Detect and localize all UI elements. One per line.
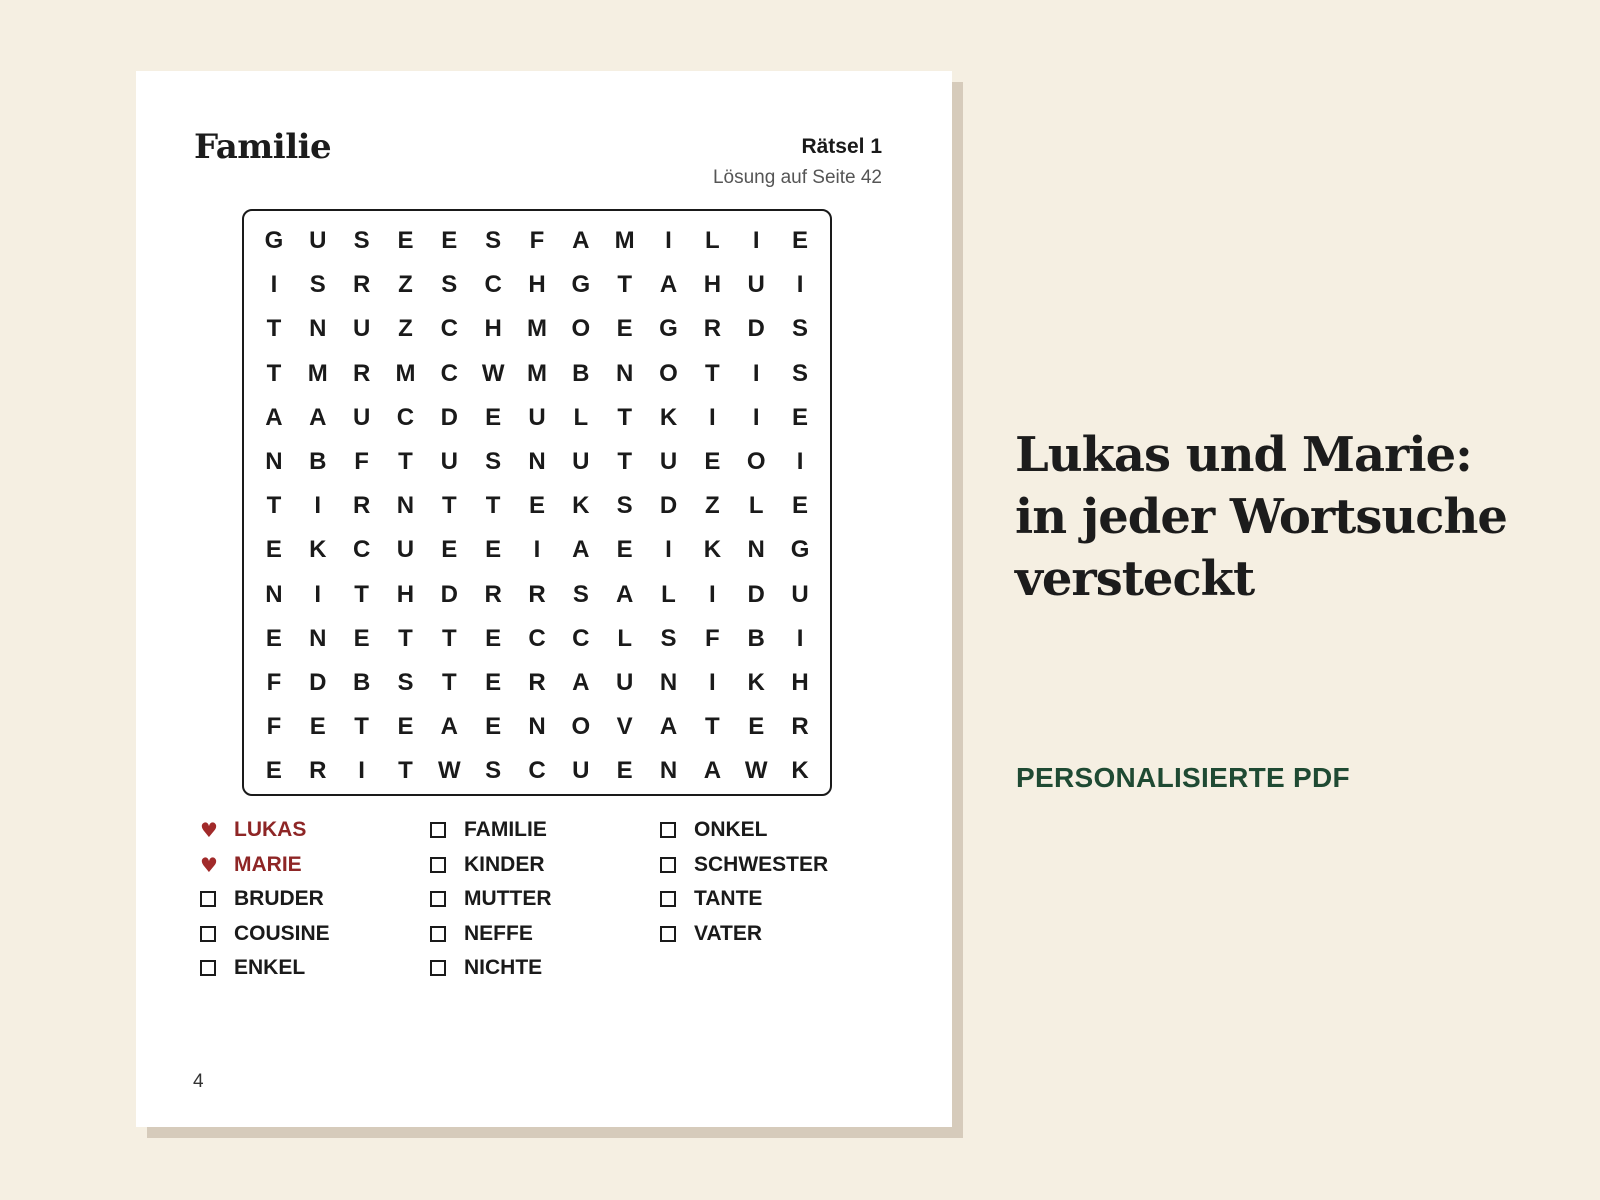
grid-cell: E: [485, 669, 502, 696]
grid-cell: R: [528, 580, 546, 608]
grid-cell: K: [659, 403, 678, 431]
grid-cell: E: [485, 713, 502, 741]
grid-cell: I: [665, 227, 672, 254]
heart-icon: ♥: [200, 818, 218, 843]
grid-cell: R: [352, 359, 371, 387]
grid-cell: E: [485, 624, 502, 652]
grid-cell: A: [659, 713, 678, 741]
grid-cell: R: [528, 669, 546, 696]
grid-cell: T: [354, 713, 369, 741]
grid-cell: U: [572, 448, 590, 475]
grid-cell: L: [705, 227, 720, 254]
grid-cell: E: [616, 536, 633, 564]
grid-cell: D: [659, 492, 678, 520]
grid-cell: K: [791, 757, 809, 785]
grid-cell: K: [309, 536, 327, 564]
grid-cell: C: [352, 536, 371, 564]
grid-cell: N: [528, 713, 546, 741]
word-item: [430, 917, 552, 952]
grid-row: [252, 705, 822, 749]
grid-cell: H: [528, 271, 546, 299]
grid-cell: N: [659, 757, 678, 785]
word-item: [660, 848, 828, 883]
word-item: [660, 917, 828, 952]
word-label: NEFFE: [464, 921, 533, 945]
grid-cell: I: [752, 359, 760, 387]
grid-cell: E: [616, 315, 633, 343]
word-item: [660, 813, 828, 848]
grid-cell: U: [791, 580, 809, 608]
grid-cell: U: [396, 536, 415, 564]
grid-cell: I: [709, 580, 716, 608]
grid-cell: A: [572, 227, 590, 254]
grid-cell: G: [790, 536, 810, 564]
grid-cell: N: [309, 315, 327, 343]
grid-cell: U: [309, 227, 327, 254]
grid-cell: D: [440, 403, 458, 431]
grid-cell: T: [617, 403, 632, 431]
word-column: [430, 813, 552, 986]
word-item: [200, 917, 330, 952]
grid-cell: B: [309, 448, 327, 475]
grid-row: [252, 352, 822, 396]
grid-cell: Z: [705, 492, 720, 520]
checkbox[interactable]: [200, 891, 216, 907]
grid-cell: F: [529, 227, 545, 254]
grid-cell: U: [352, 403, 371, 431]
grid-cell: C: [484, 271, 502, 299]
grid-cell: W: [744, 757, 768, 785]
grid-cell: F: [266, 713, 282, 741]
grid-cell: I: [270, 271, 278, 299]
grid-cell: S: [441, 271, 458, 299]
grid-cell: E: [309, 713, 326, 741]
grid-cell: A: [659, 271, 678, 299]
grid-cell: I: [314, 492, 322, 520]
grid-cell: N: [396, 492, 415, 520]
word-label: ONKEL: [694, 818, 768, 842]
grid-cell: I: [533, 536, 541, 564]
grid-row: [252, 573, 822, 617]
grid-cell: U: [440, 448, 458, 475]
grid-cell: E: [397, 227, 414, 254]
grid-cell: T: [266, 315, 282, 343]
grid-cell: T: [485, 492, 501, 520]
word-label: LUKAS: [234, 818, 307, 842]
grid-cell: S: [616, 492, 633, 520]
grid-cell: M: [526, 359, 547, 387]
grid-cell: C: [396, 403, 415, 431]
grid-cell: E: [748, 713, 765, 741]
grid-cell: U: [616, 669, 634, 696]
grid-cell: Z: [398, 315, 413, 343]
grid-cell: R: [484, 580, 502, 608]
word-item: [660, 882, 828, 917]
grid-cell: D: [440, 580, 458, 608]
grid-cell: Z: [398, 271, 413, 299]
grid-cell: I: [752, 227, 760, 254]
grid-cell: C: [440, 315, 458, 343]
grid-cell: O: [659, 359, 678, 387]
grid-cell: S: [309, 271, 326, 299]
grid-cell: E: [528, 492, 545, 520]
grid-cell: S: [660, 624, 677, 652]
word-label: FAMILIE: [464, 818, 547, 842]
word-item: [200, 882, 330, 917]
grid-cell: C: [572, 624, 590, 652]
grid-cell: R: [309, 757, 327, 785]
grid-cell: T: [266, 359, 282, 387]
grid-cell: T: [705, 359, 720, 387]
checkbox[interactable]: [660, 891, 676, 907]
grid-cell: N: [265, 448, 283, 475]
grid-cell: N: [659, 669, 678, 696]
grid-cell: E: [792, 492, 809, 520]
solution-note: Lösung auf Seite 42: [712, 167, 882, 188]
grid-cell: E: [441, 536, 458, 564]
grid-cell: R: [703, 315, 722, 343]
grid-cell: G: [659, 315, 678, 343]
page-number: 4: [193, 1071, 204, 1092]
grid-cell: N: [309, 624, 327, 652]
grid-cell: I: [314, 580, 322, 608]
page-title: Familie: [194, 127, 332, 167]
grid-cell: S: [485, 448, 502, 475]
grid-cell: H: [703, 271, 722, 299]
grid-cell: H: [791, 669, 809, 696]
grid-cell: W: [481, 359, 505, 387]
grid-cell: G: [571, 271, 591, 299]
grid-cell: H: [484, 315, 502, 343]
checkbox[interactable]: [430, 960, 446, 976]
grid-cell: I: [796, 271, 804, 299]
grid-cell: D: [747, 580, 765, 608]
grid-cell: F: [266, 669, 282, 696]
grid-cell: F: [354, 448, 369, 475]
grid-cell: I: [709, 669, 716, 696]
grid-cell: I: [709, 403, 716, 431]
word-label: MARIE: [234, 852, 302, 876]
grid-row: [252, 617, 822, 661]
word-search-grid: [242, 209, 832, 796]
grid-cell: O: [746, 448, 766, 475]
grid-cell: E: [265, 757, 282, 785]
grid-cell: F: [705, 624, 720, 652]
grid-cell: E: [792, 227, 809, 254]
grid-cell: E: [441, 227, 458, 254]
grid-cell: C: [528, 624, 546, 652]
checkbox[interactable]: [660, 926, 676, 942]
checkbox[interactable]: [430, 891, 446, 907]
grid-cell: T: [398, 757, 413, 785]
grid-cell: K: [703, 536, 722, 564]
grid-cell: U: [659, 448, 678, 475]
word-column: [660, 813, 828, 951]
grid-cell: R: [352, 271, 371, 299]
grid-cell: I: [358, 757, 365, 785]
heart-icon: ♥: [200, 852, 218, 877]
grid-cell: M: [307, 359, 328, 387]
grid-cell: U: [352, 315, 371, 343]
grid-cell: R: [352, 492, 371, 520]
grid-cell: A: [616, 580, 634, 608]
grid-row: [252, 749, 822, 793]
grid-cell: W: [437, 757, 461, 785]
grid-cell: I: [796, 624, 804, 652]
word-item: [430, 882, 552, 917]
checkbox[interactable]: [660, 822, 676, 838]
grid-cell: E: [616, 757, 633, 785]
grid-cell: T: [617, 448, 632, 475]
word-label: NICHTE: [464, 956, 543, 980]
word-label: VATER: [694, 921, 763, 945]
word-label: BRUDER: [234, 887, 324, 911]
word-label: SCHWESTER: [694, 852, 829, 876]
grid-cell: T: [441, 492, 457, 520]
grid-cell: N: [747, 536, 765, 564]
grid-cell: G: [264, 227, 284, 254]
grid-cell: S: [397, 669, 414, 696]
grid-cell: E: [397, 713, 414, 741]
grid-cell: E: [704, 448, 721, 475]
grid-cell: T: [705, 713, 720, 741]
grid-cell: S: [485, 757, 502, 785]
grid-cell: E: [353, 624, 370, 652]
grid-row: [252, 528, 822, 572]
grid-cell: B: [352, 669, 371, 696]
grid-cell: S: [485, 227, 502, 254]
grid-cell: I: [796, 448, 804, 475]
grid-cell: V: [616, 713, 633, 741]
grid-cell: E: [485, 403, 502, 431]
word-item: [430, 813, 552, 848]
grid-cell: B: [747, 624, 765, 652]
grid-cell: M: [614, 227, 635, 254]
grid-cell: T: [398, 448, 413, 475]
word-label: ENKEL: [234, 956, 306, 980]
headline: Lukas und Marie: in jeder Wortsuche versteckt: [1015, 427, 1507, 607]
grid-cell: L: [748, 492, 764, 520]
grid-cell: T: [441, 669, 457, 696]
grid-cell: A: [309, 403, 327, 431]
product-type-label: PERSONALISIERTE PDF: [1016, 762, 1350, 793]
checkbox[interactable]: [430, 822, 446, 838]
grid-cell: H: [396, 580, 415, 608]
grid-cell: L: [573, 403, 589, 431]
grid-row: [252, 263, 822, 307]
grid-cell: L: [617, 624, 632, 652]
grid-row: [252, 484, 822, 528]
grid-cell: K: [572, 492, 590, 520]
grid-cell: A: [440, 713, 458, 741]
grid-cell: E: [485, 536, 502, 564]
grid-cell: D: [747, 315, 765, 343]
grid-cell: A: [572, 669, 590, 696]
checkbox[interactable]: [430, 857, 446, 873]
grid-cell: D: [309, 669, 327, 696]
grid-cell: E: [792, 403, 809, 431]
grid-row: [252, 396, 822, 440]
grid-cell: K: [747, 669, 765, 696]
grid-cell: U: [572, 757, 590, 785]
grid-cell: M: [526, 315, 547, 343]
grid-cell: E: [265, 536, 282, 564]
word-label: COUSINE: [234, 921, 330, 945]
grid-cell: T: [441, 624, 457, 652]
grid-cell: N: [616, 359, 634, 387]
grid-cell: R: [791, 713, 809, 741]
grid-cell: C: [528, 757, 546, 785]
grid-cell: M: [395, 359, 416, 387]
grid-cell: S: [792, 315, 809, 343]
word-label: TANTE: [694, 887, 763, 911]
word-item: [430, 848, 552, 883]
grid-cell: O: [571, 713, 591, 741]
grid-cell: A: [703, 757, 722, 785]
grid-row: [252, 307, 822, 351]
checkbox[interactable]: [660, 857, 676, 873]
grid-cell: S: [792, 359, 809, 387]
grid-cell: C: [440, 359, 458, 387]
word-item: [200, 848, 330, 883]
grid-cell: S: [572, 580, 589, 608]
checkbox[interactable]: [200, 960, 216, 976]
grid-row: [252, 219, 822, 263]
grid-row: [252, 661, 822, 705]
word-label: MUTTER: [464, 887, 552, 911]
grid-cell: S: [353, 227, 370, 254]
grid-cell: O: [571, 315, 591, 343]
grid-cell: U: [528, 403, 546, 431]
word-item: [200, 951, 330, 986]
grid-cell: N: [528, 448, 546, 475]
grid-cell: T: [398, 624, 413, 652]
word-item: [200, 813, 330, 848]
grid-cell: I: [665, 536, 672, 564]
puzzle-number: Rätsel 1: [801, 135, 882, 158]
grid-cell: T: [617, 271, 632, 299]
grid-cell: E: [265, 624, 282, 652]
grid-cell: U: [747, 271, 765, 299]
grid-row: [252, 440, 822, 484]
checkbox[interactable]: [200, 926, 216, 942]
grid-cell: B: [572, 359, 590, 387]
grid-cell: A: [265, 403, 283, 431]
grid-cell: T: [266, 492, 282, 520]
grid-cell: T: [354, 580, 369, 608]
word-item: [430, 951, 552, 986]
grid-cell: A: [572, 536, 590, 564]
word-label: KINDER: [464, 852, 545, 876]
word-column: [200, 813, 330, 986]
checkbox[interactable]: [430, 926, 446, 942]
grid-cell: N: [265, 580, 283, 608]
grid-cell: L: [661, 580, 676, 608]
puzzle-page: [136, 71, 952, 1127]
grid-cell: I: [752, 403, 760, 431]
